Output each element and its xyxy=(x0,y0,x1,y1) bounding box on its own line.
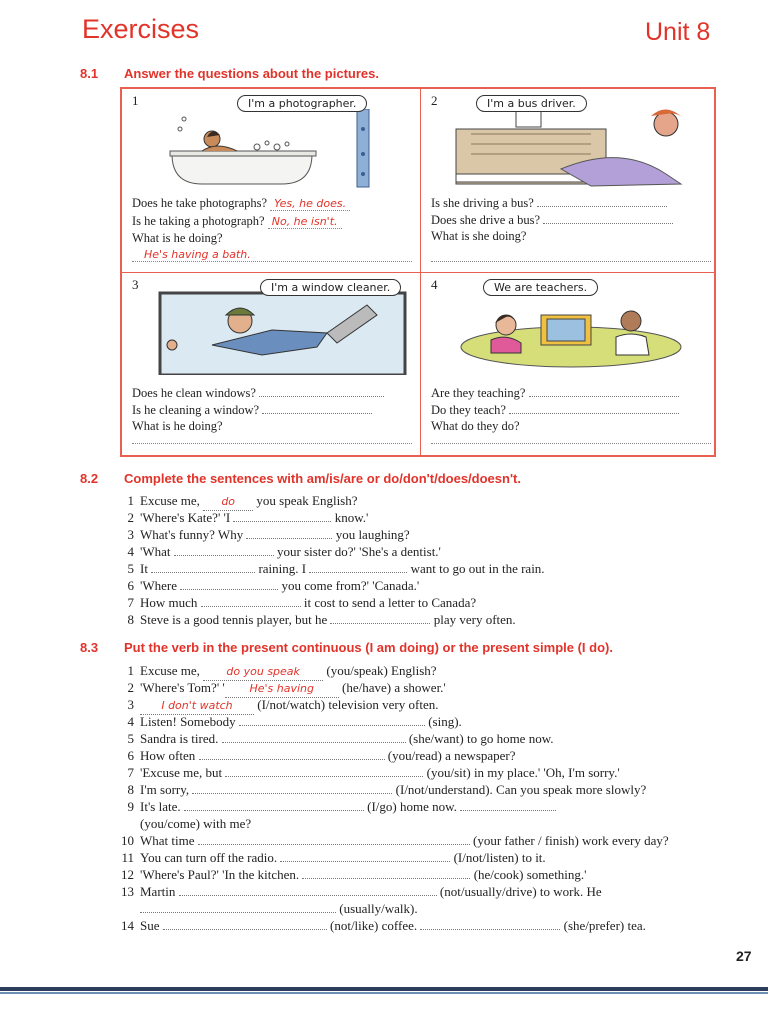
section-title: Answer the questions about the pictures. xyxy=(124,66,379,81)
question: Do they teach? xyxy=(431,402,716,419)
picture-cell-4: 4 We are teachers. Are they teaching? Do they teach? What do they do? xyxy=(421,273,717,456)
answer: do you speak xyxy=(226,665,300,678)
exercise-item: 9 It's late. (I/go) home now. xyxy=(116,798,556,815)
exercise-item: 7 'Excuse me, but (you/sit) in my place.' 'Oh, I'm sorry.' xyxy=(127,765,620,780)
section-title: Put the verb in the present continuous (I am doing) or the present simple (I do). xyxy=(124,640,613,655)
answer: I don't watch xyxy=(161,699,233,712)
section-number: 8.1 xyxy=(80,66,99,81)
exercise-item: 4 'What your sister do?' 'She's a dentist.' xyxy=(127,544,441,559)
question: Does she drive a bus? xyxy=(431,212,716,229)
exercise-item: 3 What's funny? Why you laughing? xyxy=(127,527,410,542)
question: What is he doing? xyxy=(132,419,223,433)
answer: No, he isn't. xyxy=(268,215,342,229)
exercise-item: 8 Steve is a good tennis player, but he play very often. xyxy=(127,612,516,627)
question: Does he take photographs? Yes, he does. xyxy=(132,195,417,213)
question: What is he doing? xyxy=(132,231,223,245)
footer-bar-accent xyxy=(0,992,768,994)
question: Are they teaching? xyxy=(431,385,716,402)
exercise-item: 5 Sandra is tired. (she/want) to go home now. xyxy=(127,731,554,746)
question: Is she driving a bus? xyxy=(431,195,716,212)
exercise-item: 11 You can turn off the radio. (I/not/listen) to it. xyxy=(121,850,546,865)
exercise-item: 6 How often (you/read) a newspaper? xyxy=(127,748,516,763)
teachers-illustration xyxy=(451,285,691,375)
speech-bubble: I'm a window cleaner. xyxy=(260,279,401,296)
exercise-item: 6 'Where you come from?' 'Canada.' xyxy=(127,578,420,593)
picture-grid xyxy=(120,87,716,457)
page-title: Exercises xyxy=(82,14,200,44)
exercise-item: 14 Sue (not/like) coffee. (she/prefer) tea. xyxy=(121,918,646,933)
question: What is she doing? xyxy=(431,229,527,243)
bath-illustration xyxy=(162,109,392,189)
exercise-item: 8 I'm sorry, (I/not/understand). Can you speak more slowly? xyxy=(127,782,647,797)
picture-cell-1: 1 I'm a photographer. Does he take photographs? Yes, he does. Is he taking a photograph? No, he isn't. What is he doing? He's having a bath. xyxy=(122,89,418,272)
exercise-item: 1 Excuse me, do you speak (you/speak) English? xyxy=(116,662,437,681)
unit-label: Unit 8 xyxy=(645,18,711,46)
section-number: 8.2 xyxy=(80,471,99,486)
answer: do xyxy=(221,495,236,508)
window-cleaner-illustration xyxy=(152,285,412,375)
exercise-item: 2 'Where's Tom?' ' He's having (he/have) a shower.' xyxy=(116,679,446,698)
piano-illustration xyxy=(451,104,711,194)
footer-bar xyxy=(0,987,768,991)
exercise-item: 3 I don't watch (I/not/watch) television very often. xyxy=(116,696,438,715)
answer: He's having a bath. xyxy=(144,247,251,261)
exercise-item: 5 It raining. I want to go out in the rain. xyxy=(127,561,545,576)
question: Does he clean windows? xyxy=(132,385,417,402)
picture-cell-3: 3 I'm a window cleaner. Does he clean windows? Is he cleaning a window? What is he doing? xyxy=(122,273,418,456)
answer: He's having xyxy=(249,682,315,695)
exercise-item: 1 Excuse me, do you speak English? xyxy=(116,492,358,511)
exercise-item: (you/come) with me? xyxy=(140,816,252,831)
exercise-item: 10 What time (your father / finish) work every day? xyxy=(121,833,669,848)
section-number: 8.3 xyxy=(80,640,99,655)
question: Is he cleaning a window? xyxy=(132,402,417,419)
exercise-item: 13 Martin (not/usually/drive) to work. He xyxy=(121,884,602,899)
picture-cell-2: 2 I'm a bus driver. Is she driving a bus? Does she drive a bus? What is she doing? xyxy=(421,89,717,272)
exercise-item: 12 'Where's Paul?' 'In the kitchen. (he/cook) something.' xyxy=(121,867,587,882)
exercise-item: 4 Listen! Somebody (sing). xyxy=(127,714,462,729)
speech-bubble: We are teachers. xyxy=(483,279,598,296)
question: What do they do? xyxy=(431,419,520,433)
page-number: 27 xyxy=(736,948,752,964)
exercise-item: 2 'Where's Kate?' 'I know.' xyxy=(127,510,369,525)
question: Is he taking a photograph? No, he isn't. xyxy=(132,213,417,231)
speech-bubble: I'm a photographer. xyxy=(237,95,367,112)
exercise-item: 7 How much it cost to send a letter to Canada? xyxy=(127,595,477,610)
answer: Yes, he does. xyxy=(270,197,350,211)
section-title: Complete the sentences with am/is/are or do/don't/does/doesn't. xyxy=(124,471,521,486)
exercise-item: (usually/walk). xyxy=(116,900,418,917)
speech-bubble: I'm a bus driver. xyxy=(476,95,587,112)
